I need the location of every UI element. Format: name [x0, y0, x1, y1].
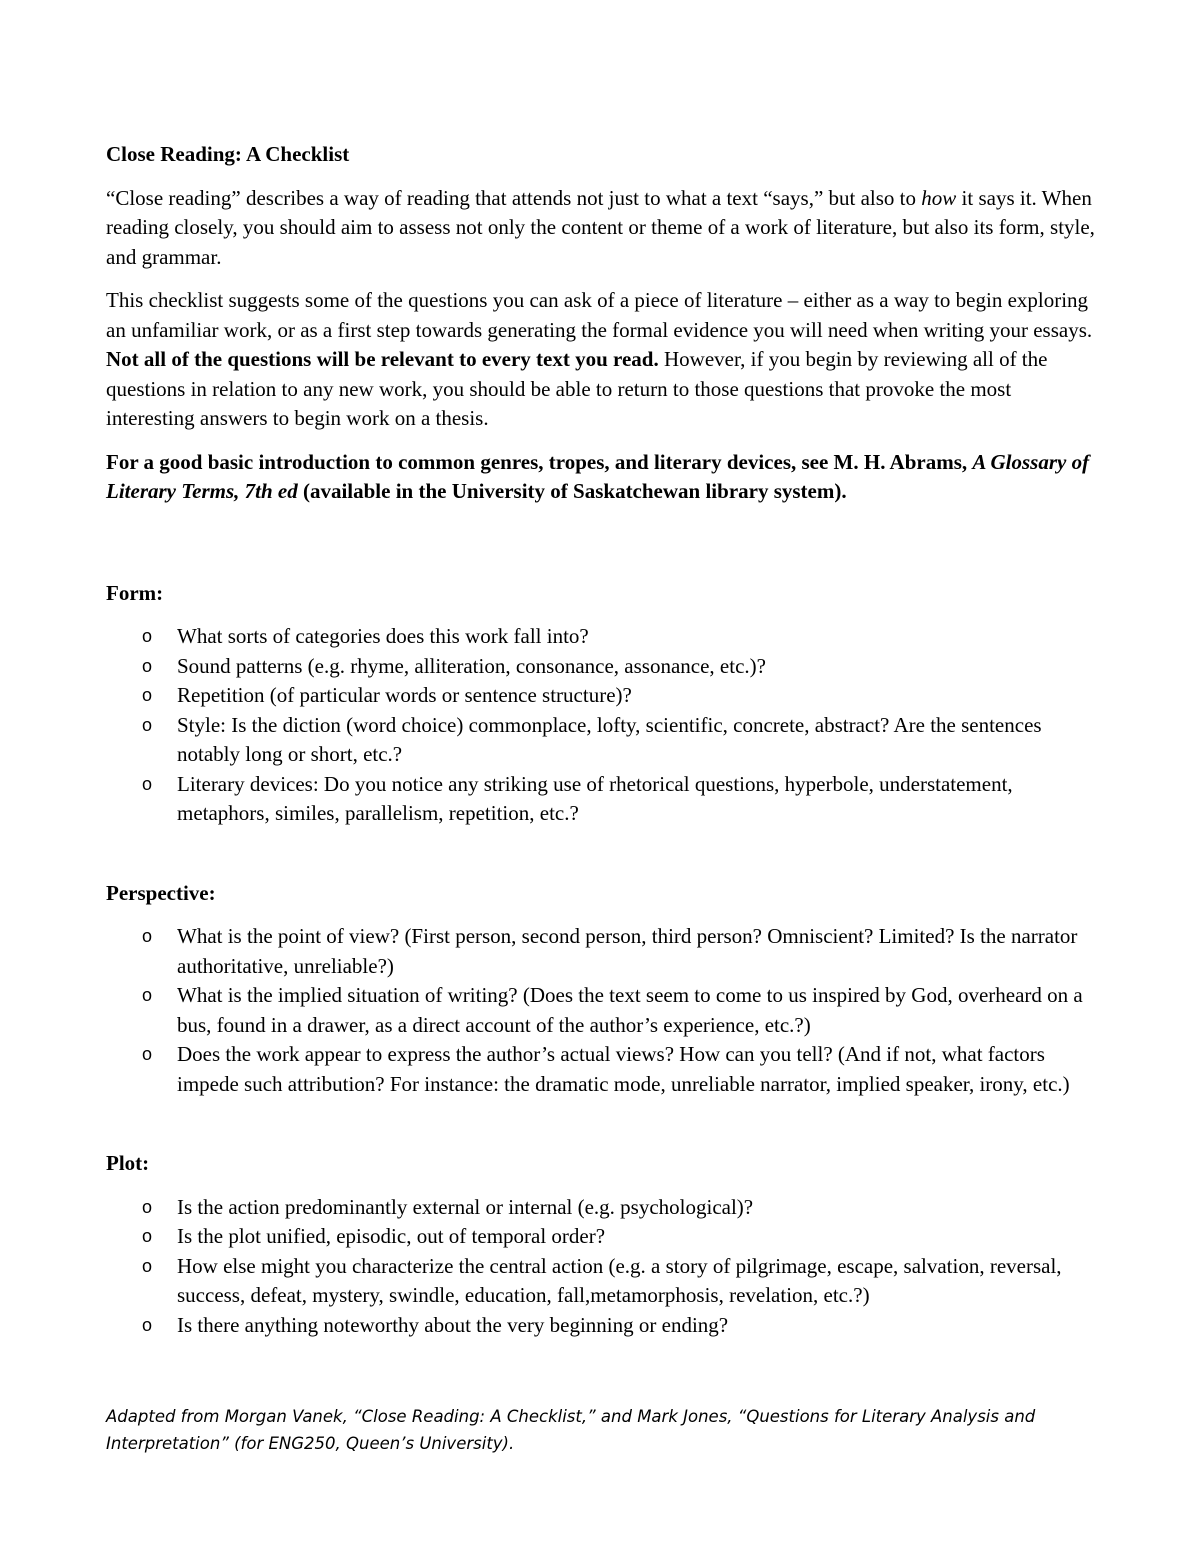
list-item — [106, 711, 1096, 770]
list-item — [106, 770, 1096, 829]
bullet-icon: o — [142, 1314, 153, 1335]
question-text: What sorts of categories does this work fall into? — [177, 624, 589, 648]
bullet-icon: o — [142, 1044, 153, 1064]
resource-book-title: A Glossary of Literary Terms, 7th ed — [106, 449, 1090, 503]
list-item — [106, 922, 1096, 981]
resource-text-end: (available in the University of Saskatchewan library system). — [297, 479, 847, 503]
bullet-icon: o — [142, 1226, 153, 1246]
list-item — [106, 1222, 1096, 1252]
section-plot — [106, 1149, 1096, 1340]
section-perspective — [106, 879, 1096, 1100]
list-item — [106, 1040, 1096, 1099]
bullet-icon: o — [142, 626, 153, 646]
bullet-icon: o — [142, 685, 153, 705]
question-text: Repetition (of particular words or sentence structure)? — [177, 683, 632, 707]
checklist-text-start: This checklist suggests some of the questions you can ask of a piece of literature – either as a way to begin exploring an unfamiliar work, or as a first step towards generating the formal evidence you will need when writing your essays. — [106, 288, 1093, 342]
question-text: How else might you characterize the central action (e.g. a story of pilgrimage, escape, salvation, reversal, success, defeat, mystery, swindle, education, fall,metamorphosis, revelation, etc.?) — [177, 1253, 1062, 1307]
bullet-icon: o — [142, 1255, 153, 1276]
section-heading: Plot: — [106, 1151, 150, 1175]
list-item — [106, 681, 1096, 711]
document-title: Close Reading: A Checklist — [106, 142, 350, 166]
intro-paragraph — [106, 184, 1096, 273]
list-item — [106, 981, 1096, 1040]
document-body — [106, 140, 1096, 1340]
question-text: What is the implied situation of writing? (Does the text seem to come to us inspired by God, overheard on a bus, found in a drawer, as a direct account of the author’s experience, etc.?) — [177, 983, 1083, 1037]
spacer — [106, 521, 1096, 579]
question-text: Is the action predominantly external or internal (e.g. psychological)? — [177, 1194, 754, 1219]
question-text: Does the work appear to express the author’s actual views? How can you tell? (And if not, what factors impede such attribution? For instance: the dramatic mode, unreliable narrator, implied speaker, irony, etc.) — [177, 1042, 1070, 1096]
intro-text-start: “Close reading” describes a way of reading that attends not just to what a text “says,” but also to — [106, 185, 922, 210]
question-text: Literary devices: Do you notice any striking use of rhetorical questions, hyperbole, understatement, metaphors, similes, parallelism, repetition, etc.? — [177, 771, 1013, 825]
bullet-icon: o — [142, 655, 153, 676]
list-item — [106, 1311, 1096, 1341]
question-text: Is there anything noteworthy about the very beginning or ending? — [177, 1312, 729, 1337]
checklist-paragraph — [106, 286, 1096, 434]
intro-emphasis: how — [921, 185, 957, 210]
question-list — [106, 622, 1096, 829]
spacer — [106, 1099, 1096, 1149]
question-list — [106, 922, 1096, 1099]
bullet-icon: o — [142, 773, 153, 794]
checklist-text-end: However, if you begin by reviewing all of the questions in relation to any new work, you should be able to return to those questions that provoke the most interesting answers to begin work on a thesis. — [106, 347, 1048, 430]
section-form — [106, 579, 1096, 829]
question-text: What is the point of view? (First person, second person, third person? Omniscient? Limited? Is the narrator authoritative, unreliable?) — [177, 924, 1078, 978]
section-heading: Form: — [106, 580, 164, 605]
list-item — [106, 1252, 1096, 1311]
checklist-emphasis: Not all of the questions will be relevant to every text you read. — [106, 347, 659, 371]
bullet-icon: o — [142, 926, 153, 946]
intro-text-end: it says it. When reading closely, you should aim to assess not only the content or theme of a work of literature, but also its form, style, and grammar. — [106, 185, 1095, 269]
list-item — [106, 622, 1096, 652]
bullet-icon: o — [142, 714, 153, 735]
question-list — [106, 1193, 1096, 1341]
bullet-icon: o — [142, 985, 153, 1005]
question-text: Style: Is the diction (word choice) commonplace, lofty, scientific, concrete, abstract? Are the sentences notably long or short, etc.? — [177, 712, 1042, 766]
section-heading: Perspective: — [106, 880, 216, 905]
resource-paragraph — [106, 448, 1096, 507]
bullet-icon: o — [142, 1196, 153, 1217]
question-text: Is the plot unified, episodic, out of temporal order? — [177, 1224, 606, 1248]
resource-text-start: For a good basic introduction to common genres, tropes, and literary devices, see M. H. Abrams, — [106, 449, 973, 474]
attribution-footer: Adapted from Morgan Vanek, “Close Reading: A Checklist,” and Mark Jones, “Questions for Literary Analysis and Interpretation” (for ENG250, Queen’s University). — [106, 1407, 1036, 1453]
question-text: Sound patterns (e.g. rhyme, alliteration, consonance, assonance, etc.)? — [177, 653, 766, 678]
list-item — [106, 1193, 1096, 1223]
list-item — [106, 652, 1096, 682]
spacer — [106, 829, 1096, 879]
